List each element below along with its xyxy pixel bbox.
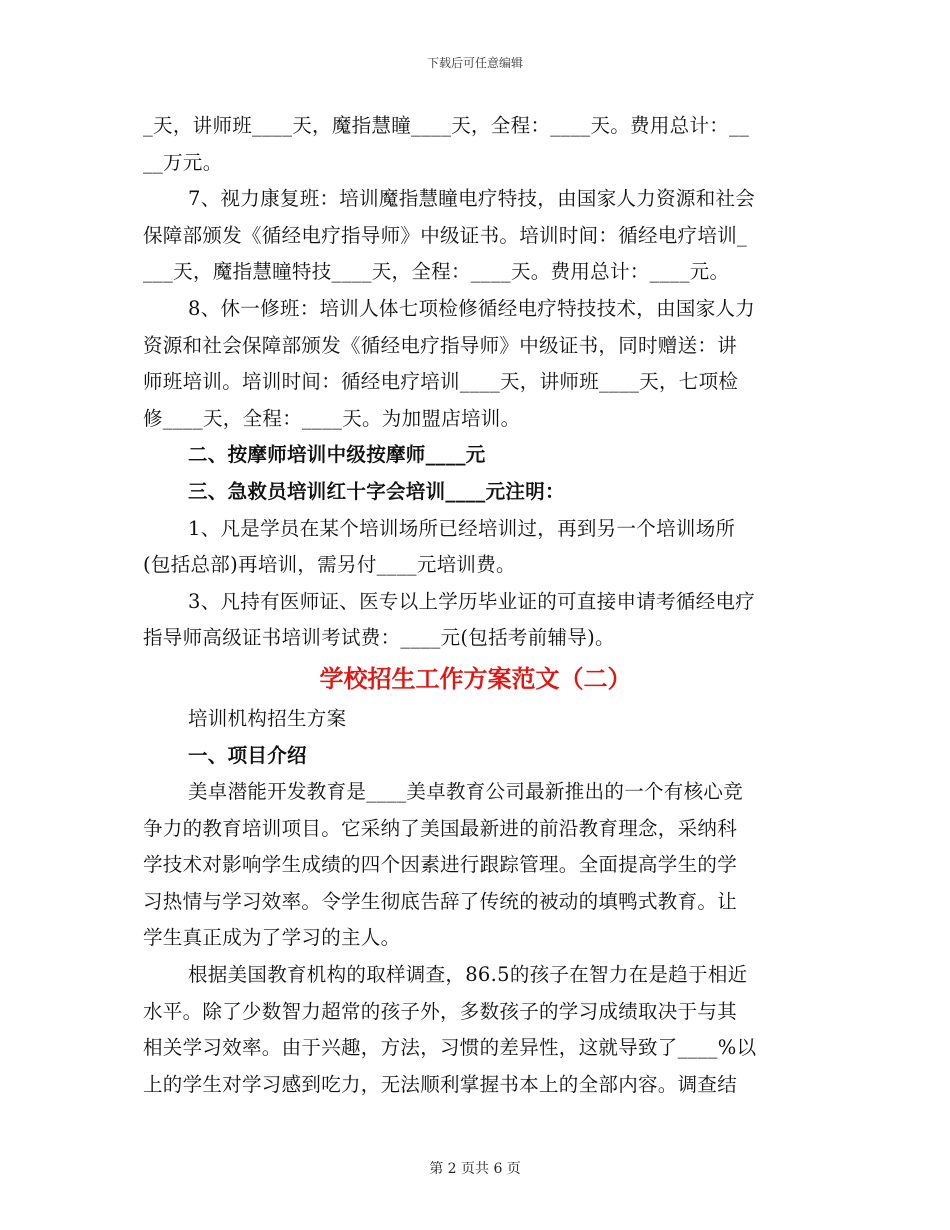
page-footer: 第 2 页共 6 页 bbox=[429, 1161, 521, 1177]
heading-line: 三、急救员培训红十字会培训____元注明： bbox=[188, 479, 565, 503]
text-line: 培训机构招生方案 bbox=[188, 706, 347, 730]
page-header: 下载后可任意编辑 bbox=[426, 56, 523, 70]
text-line: __万元。 bbox=[143, 150, 223, 174]
text-line: 争力的教育培训项目。它采纳了美国最新进的前沿教育理念，采纳科 bbox=[143, 816, 738, 840]
text-line: _天，讲师班____天，魔指慧瞳____天，全程：____天。费用总计：__ bbox=[143, 114, 750, 137]
text-line: 学生真正成为了学习的主人。 bbox=[143, 926, 401, 950]
text-line: 3、凡持有医师证、医专以上学历毕业证的可直接申请考循经电疗 bbox=[188, 589, 756, 613]
text-line: 美卓潜能开发教育是____美卓教育公司最新推出的一个有核心竞 bbox=[188, 780, 743, 804]
text-line: 8、休一修班：培训人体七项检修循经电疗特技技术，由国家人力 bbox=[188, 296, 756, 320]
heading-line: 一、项目介绍 bbox=[188, 743, 307, 767]
document-body bbox=[143, 108, 808, 1103]
text-line: 修____天，全程：____天。为加盟店培训。 bbox=[143, 406, 521, 430]
text-line: (包括总部)再培训，需另付____元培训费。 bbox=[143, 553, 516, 577]
text-line: 7、视力康复班：培训魔指慧瞳电疗特技，由国家人力资源和社会 bbox=[188, 187, 756, 211]
text-line: 相关学习效率。由于兴趣，方法，习惯的差异性，这就导致了____%以 bbox=[143, 1036, 757, 1060]
text-line: ___天，魔指慧瞳特技____天，全程：____天。费用总计：____元。 bbox=[143, 260, 730, 284]
text-line: 1、凡是学员在某个培训场所已经培训过，再到另一个培训场所 bbox=[188, 516, 736, 540]
heading-line: 二、按摩师培训中级按摩师____元 bbox=[188, 443, 486, 467]
text-line: 水平。除了少数智力超常的孩子外，多数孩子的学习成绩取决于与其 bbox=[143, 999, 738, 1023]
text-line: 师班培训。培训时间：循经电疗培训____天，讲师班____天，七项检 bbox=[143, 370, 739, 394]
paragraph-block-bottom bbox=[143, 701, 808, 1104]
section-title: 学校招生工作方案范文（二） bbox=[319, 663, 632, 693]
paragraph-block-top bbox=[143, 108, 808, 657]
text-line: 根据美国教育机构的取样调查，86.5的孩子在智力在是趋于相近 bbox=[188, 963, 748, 987]
text-line: 上的学生对学习感到吃力，无法顺利掌握书本上的全部内容。调查结 bbox=[143, 1072, 738, 1096]
text-line: 保障部颁发《循经电疗指导师》中级证书。培训时间：循经电疗培训_ bbox=[143, 223, 748, 247]
text-line: 习热情与学习效率。令学生彻底告辞了传统的被动的填鸭式教育。让 bbox=[143, 889, 738, 913]
text-line: 学技术对影响学生成绩的四个因素进行跟踪管理。全面提高学生的学 bbox=[143, 853, 738, 877]
text-line: 资源和社会保障部颁发《循经电疗指导师》中级证书，同时赠送：讲 bbox=[143, 333, 738, 357]
text-line: 指导师高级证书培训考试费：____元(包括考前辅导)。 bbox=[143, 626, 615, 650]
